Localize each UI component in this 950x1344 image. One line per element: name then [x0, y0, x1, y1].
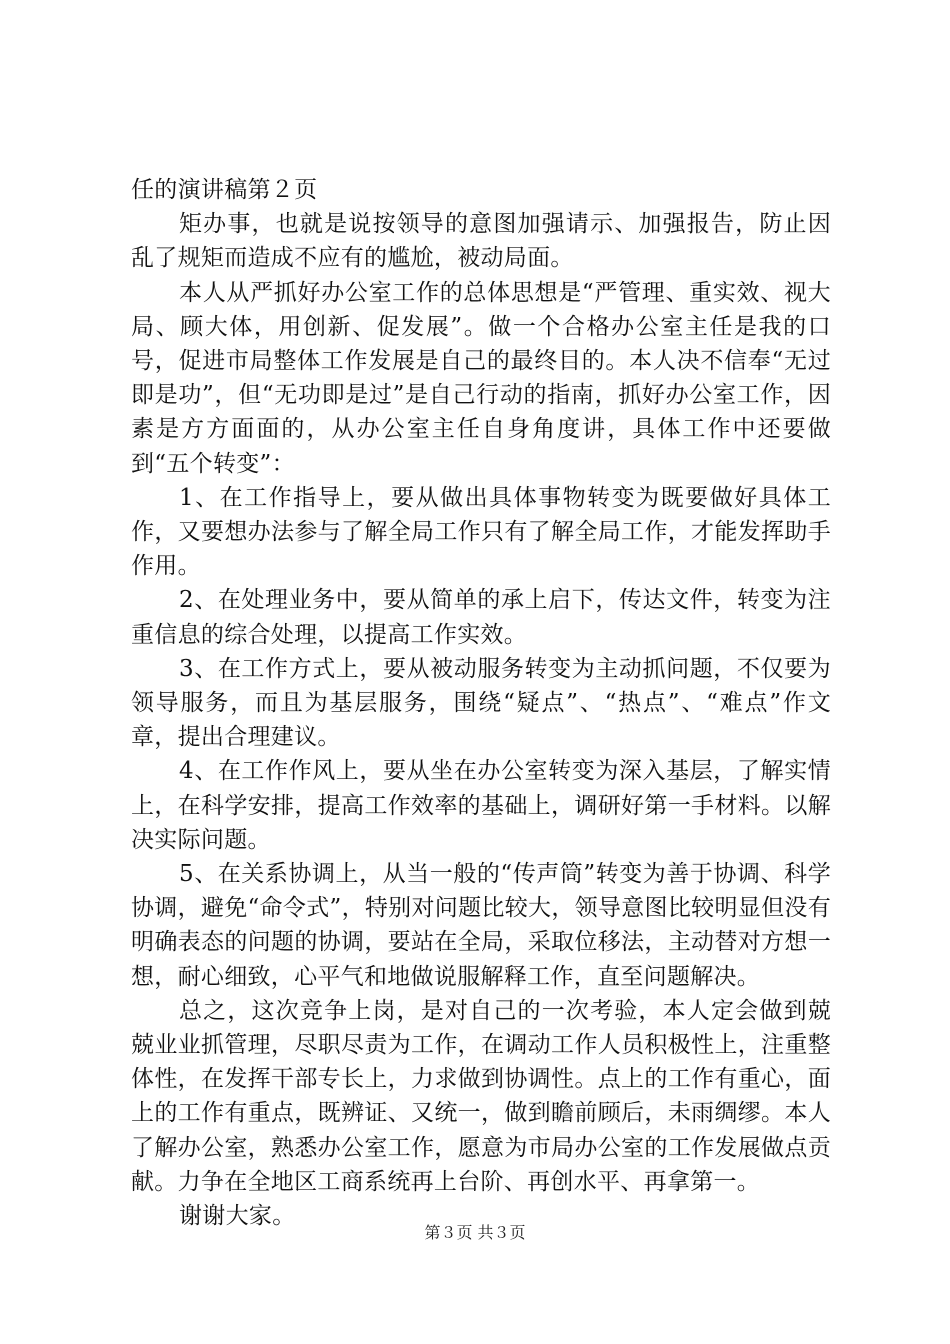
document-body: [131, 173, 831, 1233]
paragraph-overall-thinking: 本人从严抓好办公室工作的总体思想是“严管理、重实效、视大局、顾大体，用创新、促发展”。做一个合格办公室主任是我的口号，促进市局整体工作发展是自己的最终目的。本人决不信奉“无过即是功”，但“无功即是过”是自己行动的指南，抓好办公室工作，因素是方方面面的，从办公室主任自身角度讲，具体工作中还要做到“五个转变”：: [131, 279, 831, 477]
continuation-header: 任的演讲稿第２页: [131, 177, 318, 203]
paragraph-conclusion: 总之，这次竞争上岗，是对自己的一次考验，本人定会做到兢兢业业抓管理，尽职尽责为工作，在调动工作人员积极性上，注重整体性，在发挥干部专长上，力求做到协调性。点上的工作有重心，面上的工作有重点，既辨证、又统一，做到瞻前顾后，未雨绸缪。本人了解办公室，熟悉办公室工作，愿意为市局办公室的工作发展做点贡献。力争在全地区工商系统再上台阶、再创水平、再拿第一。: [131, 997, 831, 1195]
paragraph-transformation-2: 2、在处理业务中，要从简单的承上启下，传达文件，转变为注重信息的综合处理，以提高工作实效。: [131, 587, 831, 648]
paragraph-transformation-3: 3、在工作方式上，要从被动服务转变为主动抓问题，不仅要为领导服务，而且为基层服务，围绕“疑点”、“热点”、“难点”作文章，提出合理建议。: [131, 655, 831, 751]
page-footer: 第３页 共３页: [424, 1223, 526, 1242]
paragraph-intro-continuation: 矩办事，也就是说按领导的意图加强请示、加强报告，防止因乱了规矩而造成不应有的尴尬，被动局面。: [131, 211, 831, 272]
paragraph-transformation-5: 5、在关系协调上，从当一般的“传声筒”转变为善于协调、科学协调，避免“命令式”，特别对问题比较大，领导意图比较明显但没有明确表态的问题的协调，要站在全局，采取位移法，主动替对方想一想，耐心细致，心平气和地做说服解释工作，直至问题解决。: [131, 861, 831, 990]
paragraph-transformation-1: 1、在工作指导上，要从做出具体事物转变为既要做好具体工作，又要想办法参与了解全局工作只有了解全局工作，才能发挥助手作用。: [131, 484, 831, 580]
paragraph-transformation-4: 4、在工作作风上，要从坐在办公室转变为深入基层，了解实情上，在科学安排，提高工作效率的基础上，调研好第一手材料。以解决实际问题。: [131, 758, 831, 853]
paragraph-thanks: 谢谢大家。: [179, 1203, 296, 1230]
